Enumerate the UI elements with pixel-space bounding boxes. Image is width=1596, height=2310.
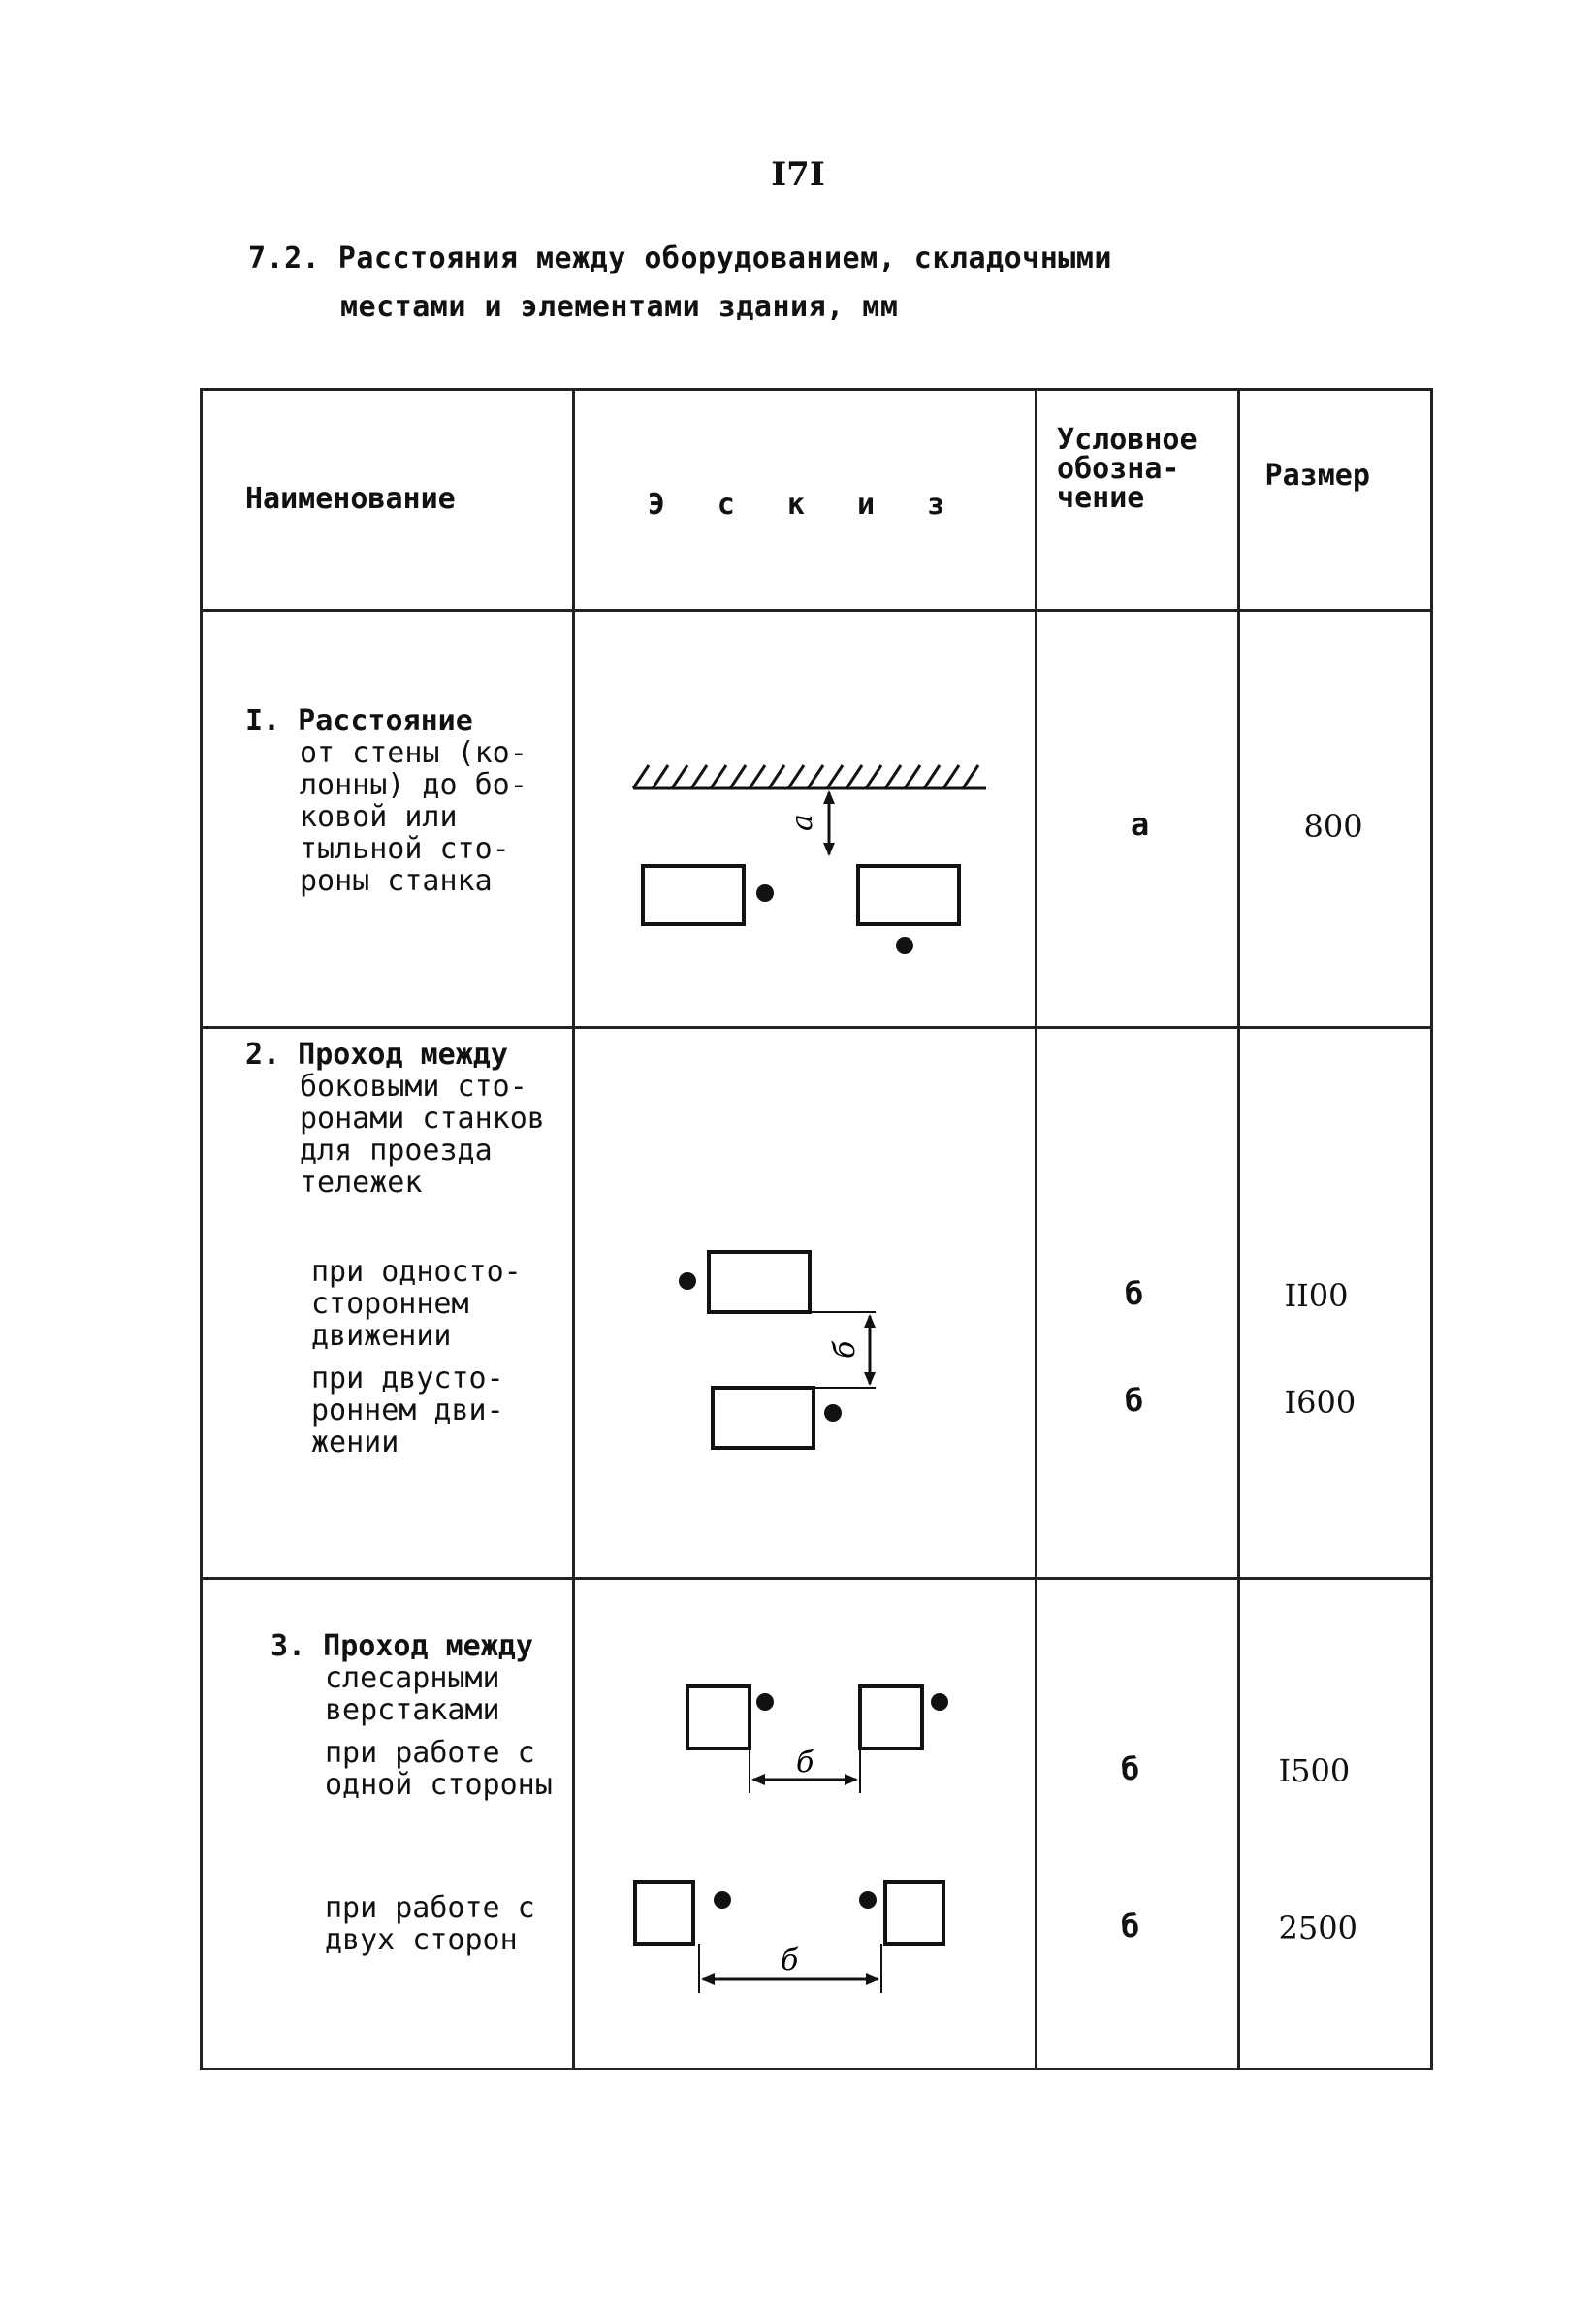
row-3-sketch-cell: [573, 1579, 1036, 2069]
row-3-body: слесарными верстаками: [325, 1661, 500, 1727]
row-2-sketch: [575, 1029, 1037, 1580]
heading-line-1: 7.2. Расстояния между оборудованием, складочными: [248, 241, 1112, 275]
dimension-label: б: [795, 1746, 814, 1780]
row-2-case-2: при двусто- роннем дви- жении: [311, 1362, 504, 1460]
row-2-title: 2. Проход между: [245, 1038, 508, 1072]
header-name-cell: [202, 390, 574, 611]
row-3-size-2: 2500: [1278, 1909, 1357, 1946]
machine-rect-2: [713, 1388, 814, 1448]
operator-icon: [931, 1693, 948, 1711]
operator-icon: [756, 884, 774, 902]
machine-rect-2: [858, 866, 959, 924]
workbench-rect-4: [885, 1882, 943, 1944]
header-symbol-cell: [1037, 390, 1238, 611]
row-1-body: от стены (ко- лонны) до бо- ковой или тыльной сто- роны станка: [300, 736, 527, 898]
row-2-sketch-cell: [573, 1028, 1036, 1579]
header-size-cell: [1238, 390, 1431, 611]
machine-rect-1: [643, 866, 744, 924]
row-3-name-cell: [202, 1579, 574, 2069]
table-row: [202, 1579, 1432, 2069]
header-size: Размер: [1264, 459, 1370, 493]
machine-rect-1: [709, 1252, 810, 1312]
operator-icon: [859, 1891, 877, 1909]
header-symbol-line-1: Условное: [1057, 423, 1197, 457]
wall-hatching: [633, 765, 978, 788]
distances-table: [200, 388, 1433, 2070]
dimension-label: а: [784, 814, 819, 831]
table-row: [202, 611, 1432, 1028]
row-2-symbol-cell: [1037, 1028, 1238, 1579]
row-1-sketch: [575, 612, 1037, 1029]
row-2-size-cell: [1238, 1028, 1431, 1579]
workbench-rect-2: [860, 1686, 922, 1749]
section-heading: [248, 235, 1112, 332]
header-name: Наименование: [245, 482, 456, 516]
row-2-body: боковыми сто- ронами станков для проезда тележек: [300, 1070, 545, 1200]
row-1-sketch-cell: [573, 611, 1036, 1028]
row-3-case-2: при работе с двух сторон: [325, 1891, 535, 1957]
header-sketch: Э с к и з: [647, 488, 963, 522]
table-header-row: [202, 390, 1432, 611]
row-2-size-2: I600: [1284, 1384, 1357, 1421]
table-row: [202, 1028, 1432, 1579]
row-3-size-cell: [1238, 1579, 1431, 2069]
row-2-symbol-2: б: [1125, 1382, 1144, 1419]
row-3-symbol-1: б: [1121, 1750, 1140, 1787]
workbench-rect-1: [687, 1686, 750, 1749]
row-3-case-1: при работе с одной стороны: [325, 1736, 553, 1802]
dimension-label: б: [780, 1943, 799, 1977]
row-3-symbol-cell: [1037, 1579, 1238, 2069]
heading-line-2: местами и элементами здания, мм: [340, 290, 899, 324]
workbench-rect-3: [635, 1882, 693, 1944]
operator-icon: [714, 1891, 731, 1909]
row-2-name-cell: [202, 1028, 574, 1579]
row-3-size-1: I500: [1278, 1752, 1351, 1789]
row-1-title: I. Расстояние: [245, 704, 473, 738]
header-sketch-cell: [573, 390, 1036, 611]
row-1-size: 800: [1303, 808, 1363, 845]
dimension-label: б: [827, 1340, 862, 1359]
row-3-title: 3. Проход между: [271, 1629, 533, 1663]
row-3-symbol-2: б: [1121, 1908, 1140, 1944]
row-2-size-1: II00: [1284, 1277, 1349, 1314]
row-1-name-cell: [202, 611, 574, 1028]
row-3-sketch: [575, 1580, 1037, 2070]
row-1-symbol-cell: [1037, 611, 1238, 1028]
header-symbol: [1057, 423, 1197, 515]
header-symbol-line-3: чение: [1057, 481, 1145, 515]
header-symbol-line-2: обозна-: [1057, 452, 1180, 486]
row-2-case-1: при односто- стороннем движении: [311, 1255, 522, 1353]
row-1-size-cell: [1238, 611, 1431, 1028]
row-2-symbol-1: б: [1125, 1275, 1144, 1312]
row-1-symbol: а: [1131, 806, 1150, 843]
operator-icon: [679, 1272, 696, 1290]
operator-icon: [896, 937, 913, 954]
operator-icon: [824, 1404, 842, 1422]
page-number: I7I: [771, 155, 825, 194]
operator-icon: [756, 1693, 774, 1711]
